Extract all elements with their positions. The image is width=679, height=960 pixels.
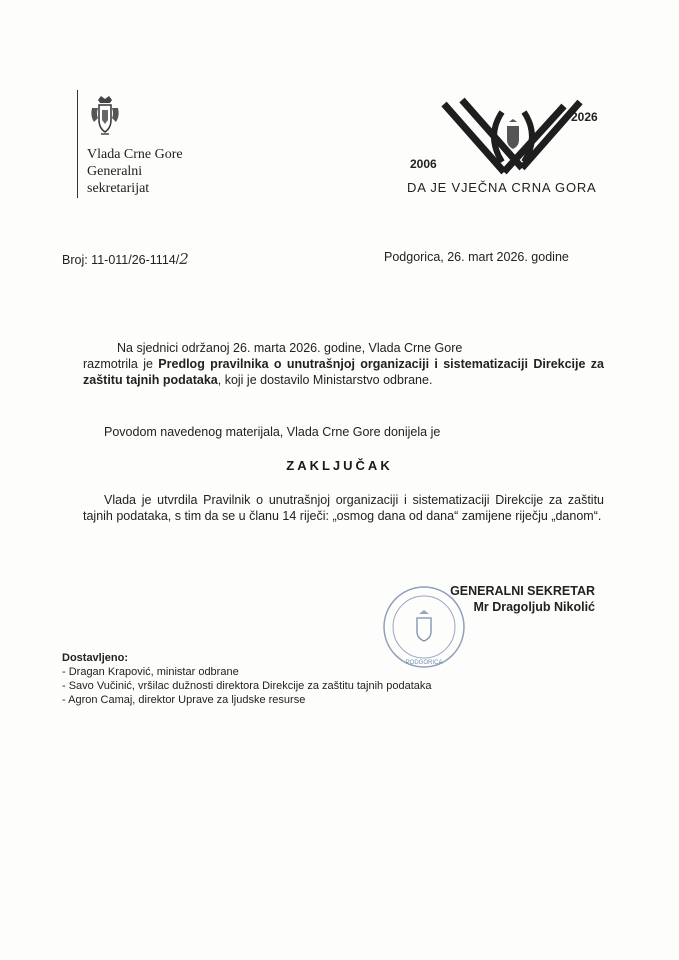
distribution-item: - Savo Vučinić, vršilac dužnosti direktora Direkcije za zaštitu tajnih podataka (62, 680, 432, 692)
logo-year-start: 2006 (410, 157, 437, 171)
distribution-item: - Agron Camaj, direktor Uprave za ljudske resurse (62, 694, 306, 706)
paragraph-1-continuation (83, 356, 604, 388)
paragraph-1-bold-title: Predlog pravilnika o unutrašnjoj organizaciji i sistematizaciji Direkcije za zaštitu tajnih podataka (83, 357, 604, 387)
institution-line-2: Generalni (87, 164, 143, 179)
paragraph-3: Vlada je utvrdila Pravilnik o unutrašnjoj organizaciji i sistematizaciji Direkcije za zaštitu tajnih podataka, s tim da se u članu 14 riječi: „osmog dana od dana“ zamijene riječju „danom“. (83, 493, 604, 523)
logo-year-end: 2026 (571, 110, 598, 124)
handwritten-number: 2 (179, 250, 189, 268)
paragraph-1-first-line: Na sjednici održanoj 26. marta 2026. godine, Vlada Crne Gore (117, 341, 463, 355)
institution-name (87, 146, 183, 197)
logo-caption: DA JE VJEČNA CRNA GORA (407, 180, 597, 195)
header-divider-line (77, 90, 78, 198)
institution-line-3: sekretarijat (87, 181, 150, 196)
stamp-text: PODGORICA (405, 660, 443, 666)
conclusion-heading: ZAKLJUČAK (286, 458, 393, 473)
paragraph-2: Povodom navedenog materijala, Vlada Crne Gore donijela je (104, 425, 441, 439)
distribution-title: Dostavljeno: (62, 652, 129, 664)
document-number (62, 250, 189, 268)
logo-emblem-icon (507, 119, 519, 149)
signature-block (405, 583, 595, 615)
distribution-item: - Dragan Krapović, ministar odbrane (62, 666, 239, 678)
coat-of-arms-icon (88, 94, 122, 138)
paragraph-1-text-b: , koji je dostavilo Ministarstvo odbrane. (217, 373, 433, 387)
distribution-list (62, 651, 431, 707)
signatory-name: Mr Dragoljub Nikolić (473, 600, 595, 614)
place-and-date: Podgorica, 26. mart 2026. godine (384, 250, 569, 264)
signatory-title: GENERALNI SEKRETAR (450, 584, 595, 598)
paragraph-1-text-a: razmotrila je (83, 357, 159, 371)
institution-line-1: Vlada Crne Gore (87, 147, 183, 162)
document-number-label: Broj: 11-011/26-1114/ (62, 253, 180, 267)
